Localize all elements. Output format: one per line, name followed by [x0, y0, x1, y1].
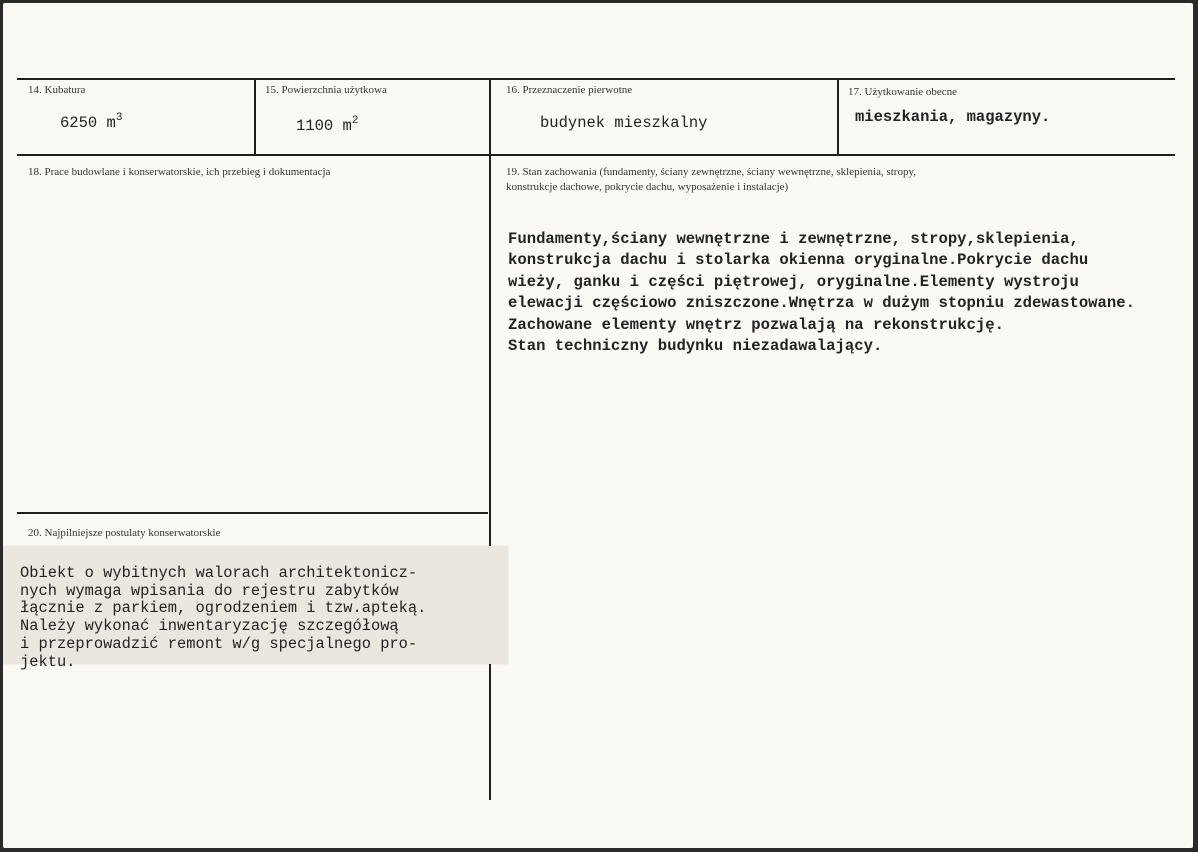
- record-card: [3, 3, 1193, 848]
- field14-number: 6250 m: [60, 114, 116, 132]
- field19-line: wieży, ganku i części piętrowej, oryginalne.Elementy wystroju: [508, 272, 1079, 291]
- field20-line: Obiekt o wybitnych walorach architektonicz-: [20, 563, 418, 582]
- field14-label: 14. Kubatura: [28, 84, 86, 96]
- field17-value: mieszkania, magazyny.: [855, 108, 1051, 126]
- top-rule: [17, 78, 1175, 80]
- field16-value: budynek mieszkalny: [540, 114, 708, 132]
- field17-label: 17. Użytkowanie obecne: [848, 86, 958, 98]
- divider-15-16: [489, 78, 491, 800]
- field15-sup: 2: [351, 115, 359, 127]
- field19-line: elewacji częściowo zniszczone.Wnętrza w dużym stopniu zdewastowane.: [508, 294, 1135, 312]
- field19-label-line1: 19. Stan zachowania (fundamenty, ściany zewnętrzne, ściany wewnętrzne, sklepienia, stropy,: [506, 166, 917, 178]
- field19-line: konstrukcja dachu i stolarka okienna oryginalne.Pokrycie dachu: [508, 251, 1089, 269]
- field20-rule: [17, 512, 488, 514]
- field20-line: nych wymaga wpisania do rejestru zabytków: [20, 581, 399, 600]
- field19-line: Stan techniczny budynku niezadawalający.: [508, 337, 883, 355]
- field19-line: Fundamenty,ściany wewnętrzne i zewnętrzne, stropy,sklepienia,: [508, 229, 1079, 248]
- field20-text: [20, 547, 426, 707]
- field19-label-line2: konstrukcje dachowe, pokrycie dachu, wyposażenie i instalacje): [506, 181, 789, 193]
- field20-line: Należy wykonać inwentaryzację szczegółową: [20, 617, 399, 636]
- field15-value: [296, 111, 358, 138]
- field15-label: 15. Powierzchnia użytkowa: [265, 84, 387, 96]
- divider-16-17: [837, 78, 839, 154]
- field18-label: 18. Prace budowlane i konserwatorskie, ich przebieg i dokumentacja: [28, 166, 331, 178]
- field20-line: łącznie z parkiem, ogrodzeniem i tzw.apteką.: [20, 599, 427, 618]
- field19-line: Zachowane elementy wnętrz pozwalają na rekonstrukcję.: [508, 315, 1004, 334]
- field16-label: 16. Przeznaczenie pierwotne: [506, 84, 633, 96]
- field19-text: [508, 207, 1135, 401]
- field15-number: 1100 m: [296, 117, 352, 135]
- field14-value: [60, 108, 122, 135]
- divider-14-15: [254, 78, 256, 154]
- field14-sup: 3: [115, 112, 123, 124]
- field20-label: 20. Najpilniejsze postulaty konserwatorskie: [28, 527, 221, 539]
- field20-line: jektu.: [20, 652, 76, 671]
- field20-line: i przeprowadzić remont w/g specjalnego pro-: [20, 634, 418, 653]
- row-rule: [17, 154, 1175, 156]
